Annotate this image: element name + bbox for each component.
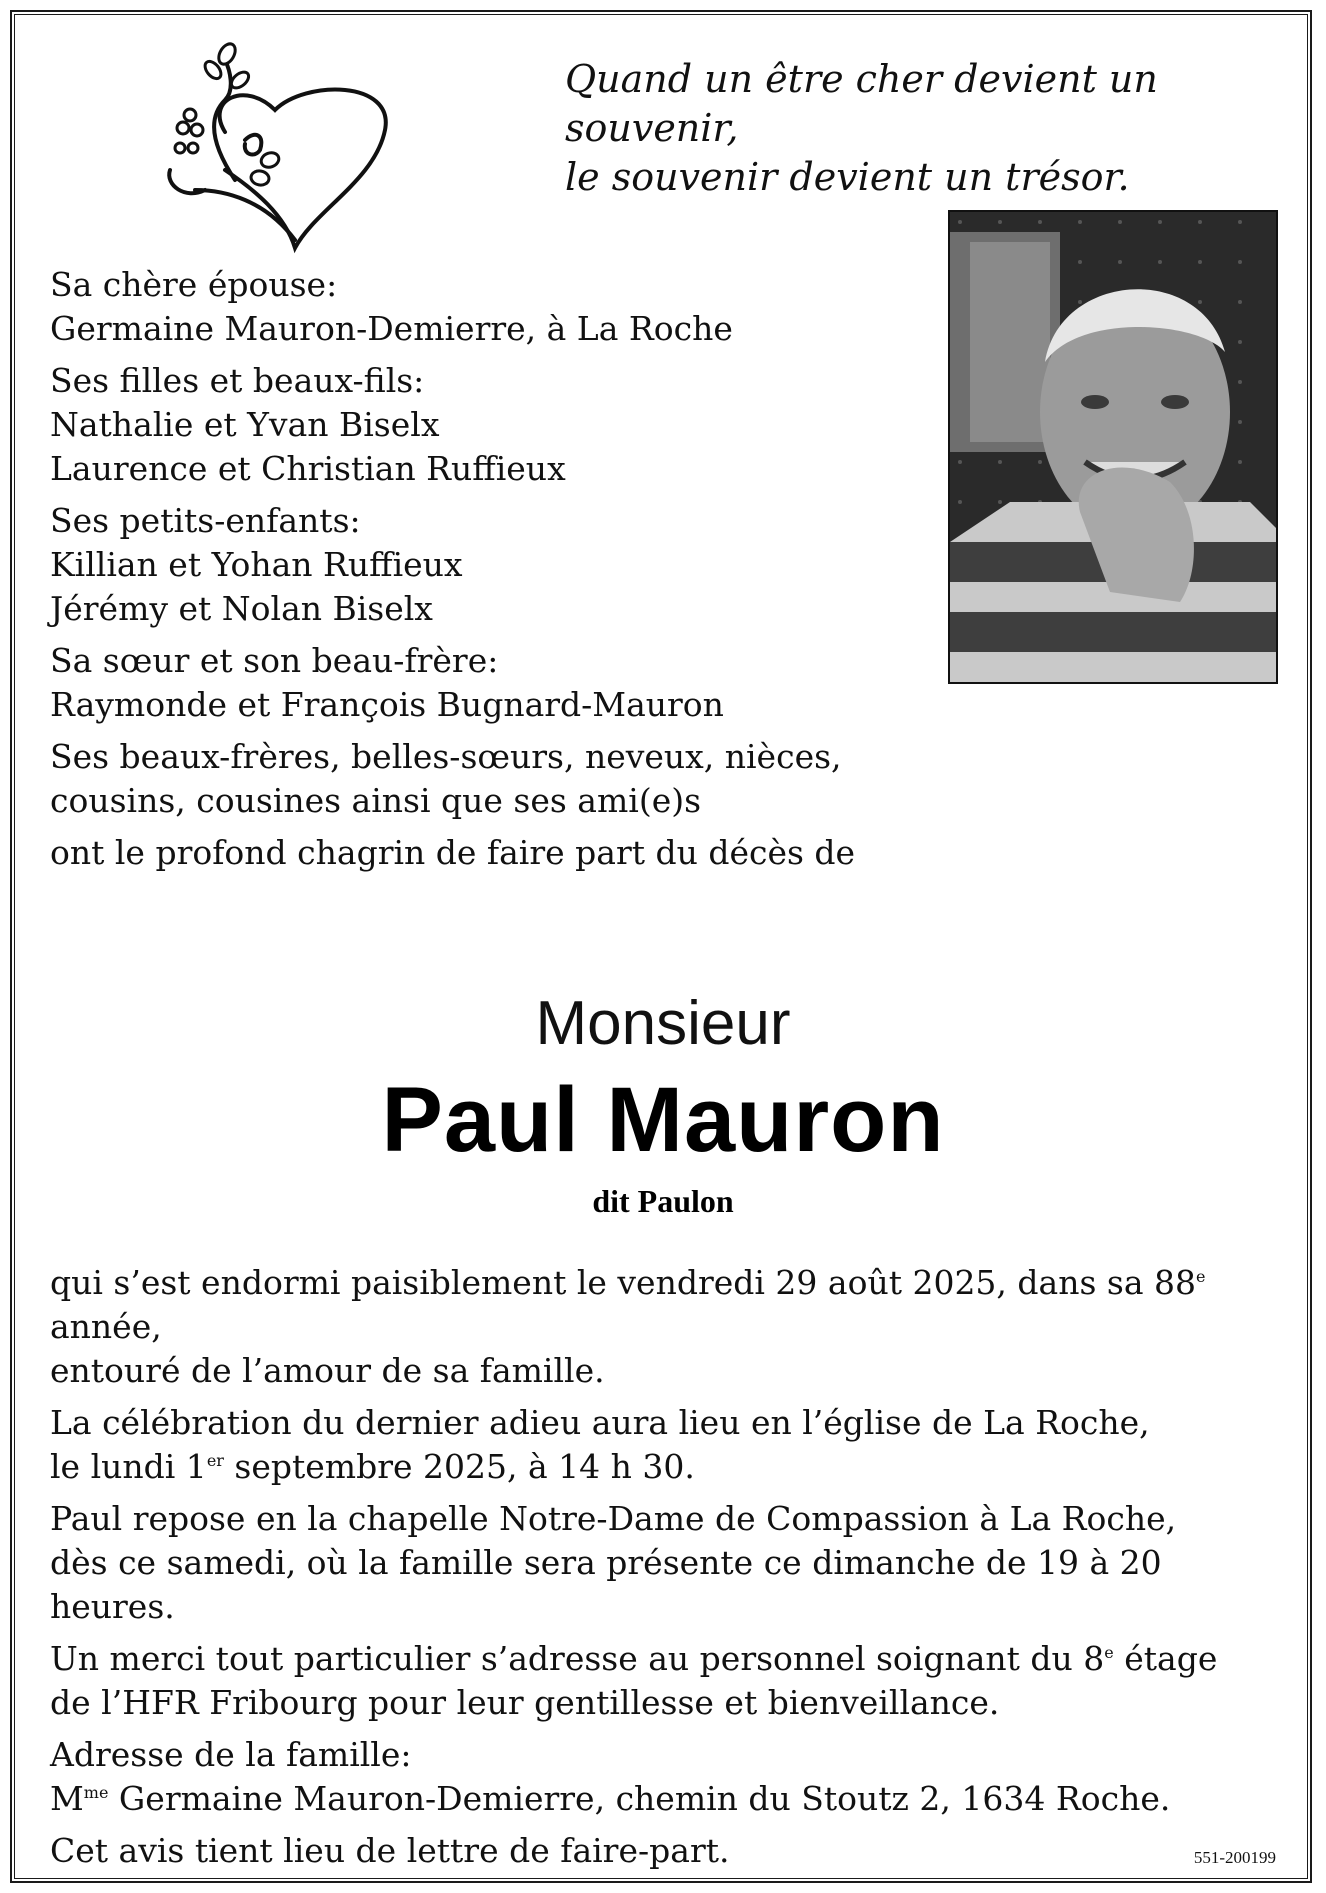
closing-line: Cet avis tient lieu de lettre de faire-part.: [50, 1831, 730, 1870]
sister-label: Sa sœur et son beau-frère:: [50, 641, 499, 680]
spouse-name: Germaine Mauron-Demierre, à La Roche: [50, 309, 733, 348]
quote-line-1: Quand un être cher devient un souvenir,: [565, 57, 1158, 150]
quote-line-2: le souvenir devient un trésor.: [565, 155, 1130, 199]
announcement-line: ont le profond chagrin de faire part du décès de: [50, 833, 856, 872]
rest-line-1: Paul repose en la chapelle Notre-Dame de Compassion à La Roche,: [50, 1499, 1177, 1538]
deceased-nickname: dit Paulon: [592, 1183, 734, 1219]
rest-line-2: dès ce samedi, où la famille sera présente ce dimanche de 19 à 20 heures.: [50, 1543, 1162, 1626]
death-sup: e: [1195, 1267, 1206, 1286]
death-line-1b: année,: [50, 1307, 162, 1346]
thanks-line-2: de l’HFR Fribourg pour leur gentillesse et bienveillance.: [50, 1683, 1000, 1722]
address-label: Adresse de la famille:: [50, 1735, 412, 1774]
daughter-couple-2: Laurence et Christian Ruffieux: [50, 449, 566, 488]
ceremony-sup: er: [206, 1451, 224, 1470]
thanks-line-1b: étage: [1113, 1639, 1218, 1678]
others-line-1: Ses beaux-frères, belles-sœurs, neveux, nièces,: [50, 737, 842, 776]
death-line-1a: qui s’est endormi paisiblement le vendredi 29 août 2025, dans sa 88: [50, 1263, 1196, 1302]
ceremony-details: [50, 1261, 1290, 1881]
thanks-line-1a: Un merci tout particulier s’adresse au personnel soignant du 8: [50, 1639, 1105, 1678]
grandchildren-1: Killian et Yohan Ruffieux: [50, 545, 463, 584]
address-b: Germaine Mauron-Demierre, chemin du Stoutz 2, 1634 Roche.: [108, 1779, 1171, 1818]
epitaph-quote: [565, 55, 1326, 202]
address-a: M: [50, 1779, 84, 1818]
death-line-2: entouré de l’amour de sa famille.: [50, 1351, 605, 1390]
ceremony-line-2a: le lundi 1: [50, 1447, 207, 1486]
others-line-2: cousins, cousines ainsi que ses ami(e)s: [50, 781, 702, 820]
address-sup: me: [83, 1783, 109, 1802]
reference-number: 551-200199: [1193, 1848, 1276, 1867]
honorific: Monsieur: [535, 989, 791, 1058]
family-list: [50, 263, 910, 883]
deceased-name: Paul Mauron: [381, 1069, 945, 1171]
portrait-image: [950, 212, 1278, 684]
portrait-photo: [948, 210, 1278, 684]
grandchildren-label: Ses petits-enfants:: [50, 501, 361, 540]
ceremony-line-1: La célébration du dernier adieu aura lieu en l’église de La Roche,: [50, 1403, 1150, 1442]
heart-vine-ornament: [145, 40, 420, 255]
thanks-sup: e: [1104, 1643, 1114, 1662]
daughter-couple-1: Nathalie et Yvan Biselx: [50, 405, 440, 444]
grandchildren-2: Jérémy et Nolan Biselx: [50, 589, 433, 628]
daughters-label: Ses filles et beaux-fils:: [50, 361, 425, 400]
sister-names: Raymonde et François Bugnard-Mauron: [50, 685, 724, 724]
ceremony-line-2b: septembre 2025, à 14 h 30.: [223, 1447, 695, 1486]
spouse-label: Sa chère épouse:: [50, 265, 338, 304]
